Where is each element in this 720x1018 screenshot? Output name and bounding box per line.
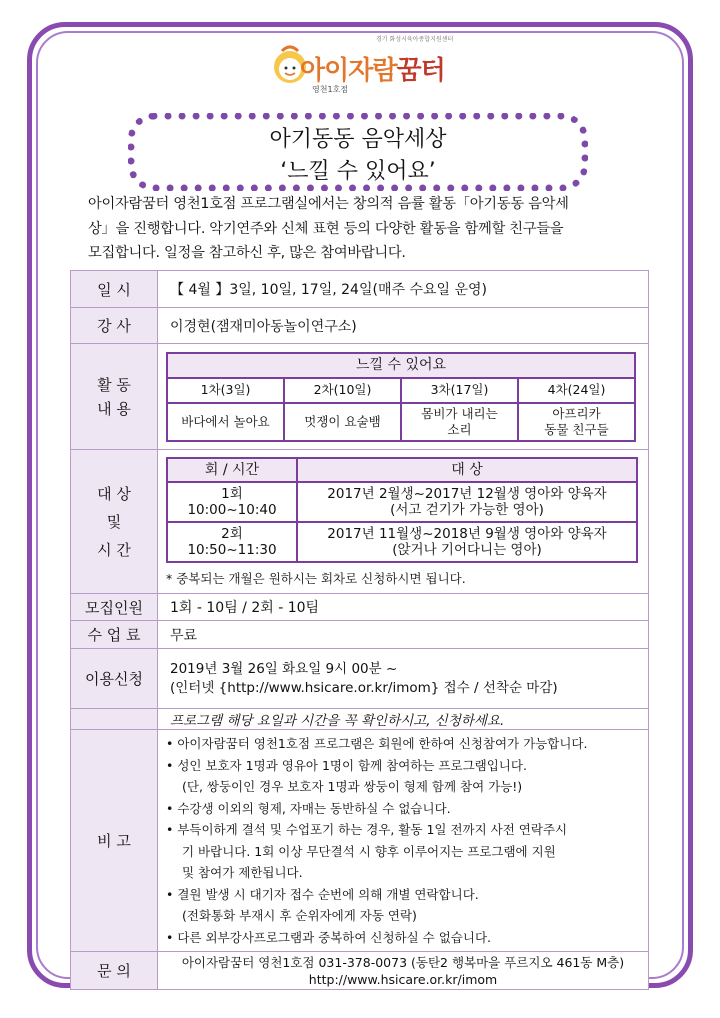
remark-item: 및 참여가 제한됩니다.	[182, 865, 303, 880]
remark-item: • 다른 외부강사프로그램과 중복하여 신청하실 수 없습니다.	[166, 929, 491, 945]
apply-reminder: 프로그램 해당 요일과 시간을 꼭 확인하시고, 신청하세요.	[158, 709, 649, 730]
teacher-value: 이경현(잼재미아동놀이연구소)	[158, 308, 649, 344]
session-content-line: 바다에서 놀아요	[181, 413, 270, 429]
apply-line: (인터넷 {http://www.hsicare.or.kr/imom} 접수 / 선착순 마감)	[170, 679, 558, 696]
activity-row	[71, 344, 649, 450]
remarks-list	[158, 730, 648, 951]
slot-time	[167, 482, 297, 522]
fee-row	[71, 621, 649, 649]
apply-row	[71, 649, 649, 709]
date-label: 일 시	[71, 271, 158, 308]
activity-cell	[158, 344, 649, 450]
slot-target	[297, 482, 637, 522]
session-content	[518, 403, 635, 441]
activity-label-line: 활 동	[97, 375, 131, 394]
remark-item: (전화통화 부재시 후 순위자에게 자동 연락)	[182, 908, 417, 923]
contact-value	[158, 952, 649, 990]
remark-item: 기 바랍니다. 1회 이상 무단결석 시 향후 이루어지는 프로그램에 지원	[182, 843, 556, 859]
apply-reminder-row	[71, 709, 649, 730]
remarks-cell	[158, 730, 649, 952]
slot-round: 1회	[221, 485, 243, 502]
fee-value: 무료	[158, 621, 649, 649]
logo-branch: 영천1호점	[312, 85, 349, 94]
session-head: 2차(10일)	[284, 378, 401, 403]
target-label-line: 및	[106, 512, 122, 531]
session-content	[167, 403, 284, 441]
session-content	[284, 403, 401, 441]
activity-label	[71, 344, 158, 450]
slot-target-line: 2017년 11월생~2018년 9월생 영아와 양육자	[327, 525, 607, 542]
recruit-label: 모집인원	[71, 594, 158, 621]
contact-row	[71, 952, 649, 990]
session-content-line: 동물 친구들	[544, 421, 609, 437]
target-row	[71, 450, 649, 594]
contact-url[interactable]: http://www.hsicare.or.kr/imom	[308, 971, 498, 987]
program-title: 아기동동 음악세상	[269, 127, 447, 152]
activity-label-line: 내 용	[97, 399, 131, 418]
teacher-label: 강 사	[71, 308, 158, 344]
logo-tagline: 경기 화성시육아종합지원센터	[376, 36, 454, 43]
teacher-row	[71, 308, 649, 344]
slot-time-range: 10:50~11:30	[187, 541, 277, 558]
contact-line: 아이자람꿈터 영천1호점 031-378-0073 (동탄2 행복마을 푸르지오 461동 M층)	[181, 954, 625, 970]
intro-line: 아이자람꿈터 영천1호점 프로그램실에서는 창의적 음률 활동「아기동동 음악세	[88, 196, 569, 212]
date-row	[71, 271, 649, 308]
target-cell	[158, 450, 649, 594]
apply-label: 이용신청	[71, 649, 158, 709]
remark-item: • 결원 발생 시 대기자 접수 순번에 의해 개별 연락합니다.	[166, 886, 479, 902]
slot-time	[167, 522, 297, 562]
program-subtitle: ‘느낄 수 있어요’	[280, 159, 436, 184]
remarks-label: 비 고	[71, 730, 158, 952]
target-label	[71, 450, 158, 594]
duplicate-month-note: * 중복되는 개월은 원하시는 회차로 신청하시면 됩니다.	[166, 570, 466, 586]
fee-label: 수 업 료	[71, 621, 158, 649]
session-head: 3차(17일)	[401, 378, 518, 403]
recruit-value: 1회 - 10팀 / 2회 - 10팀	[158, 594, 649, 621]
apply-reminder-label-blank	[71, 709, 158, 730]
slot-target-line: 2017년 2월생~2017년 12월생 영아와 양육자	[327, 485, 607, 502]
session-content	[401, 403, 518, 441]
target-label-line: 대 상	[97, 484, 131, 503]
session-head: 4차(24일)	[518, 378, 635, 403]
apply-line: 2019년 3월 26일 화요일 9시 00분 ~	[170, 660, 398, 677]
remark-item: • 아이자람꿈터 영천1호점 프로그램은 회원에 한하여 신청참여가 가능합니다.	[166, 736, 588, 751]
remark-item: • 부득이하게 결석 및 수업포기 하는 경우, 활동 1일 전까지 사전 연락주시	[166, 822, 568, 837]
schedule-col-time: 회 / 시간	[167, 458, 297, 482]
session-content-line: 소리	[447, 421, 472, 437]
slot-time-range: 10:00~10:40	[187, 501, 277, 518]
recruit-row	[71, 594, 649, 621]
date-value: 【 4월 】3일, 10일, 17일, 24일(매주 수요일 운영)	[158, 271, 649, 308]
slot-round: 2회	[221, 525, 243, 542]
logo-wordmark: 아이자람꿈터	[300, 56, 445, 86]
activity-sessions-table	[166, 352, 636, 442]
program-title-box	[128, 113, 588, 191]
session-head: 1차(3일)	[167, 378, 284, 403]
intro-line: 상」을 진행합니다. 악기연주와 신체 표현 등의 다양한 활동을 함께할 친구들을	[88, 220, 564, 237]
slot-target-line: (앉거나 기어다니는 영아)	[392, 541, 542, 558]
slot-target	[297, 522, 637, 562]
contact-label: 문 의	[71, 952, 158, 990]
remark-item: (단, 쌍둥이인 경우 보호자 1명과 쌍둥이 형제 함께 참여 가능!)	[182, 779, 523, 794]
schedule-table	[166, 457, 638, 563]
session-content-line: 멋쟁이 요술뱀	[304, 413, 381, 429]
apply-value	[158, 649, 649, 709]
remark-item: • 수강생 이외의 형제, 자매는 동반하실 수 없습니다.	[166, 800, 451, 816]
session-content-line: 몸비가 내리는	[421, 405, 498, 421]
session-content-line: 아프리카	[552, 405, 601, 421]
remarks-row	[71, 730, 649, 952]
schedule-col-target: 대 상	[297, 458, 637, 482]
slot-target-line: (서고 걷기가 가능한 영아)	[390, 501, 544, 518]
intro-paragraph	[88, 192, 658, 266]
remark-item: • 성인 보호자 1명과 영유아 1명이 함께 참여하는 프로그램입니다.	[166, 757, 527, 773]
intro-line: 모집합니다. 일정을 참고하신 후, 많은 참여바랍니다.	[88, 245, 406, 261]
program-info-table	[70, 270, 649, 990]
activity-table-title: 느낄 수 있어요	[167, 353, 635, 378]
target-label-line: 시 간	[97, 540, 131, 559]
